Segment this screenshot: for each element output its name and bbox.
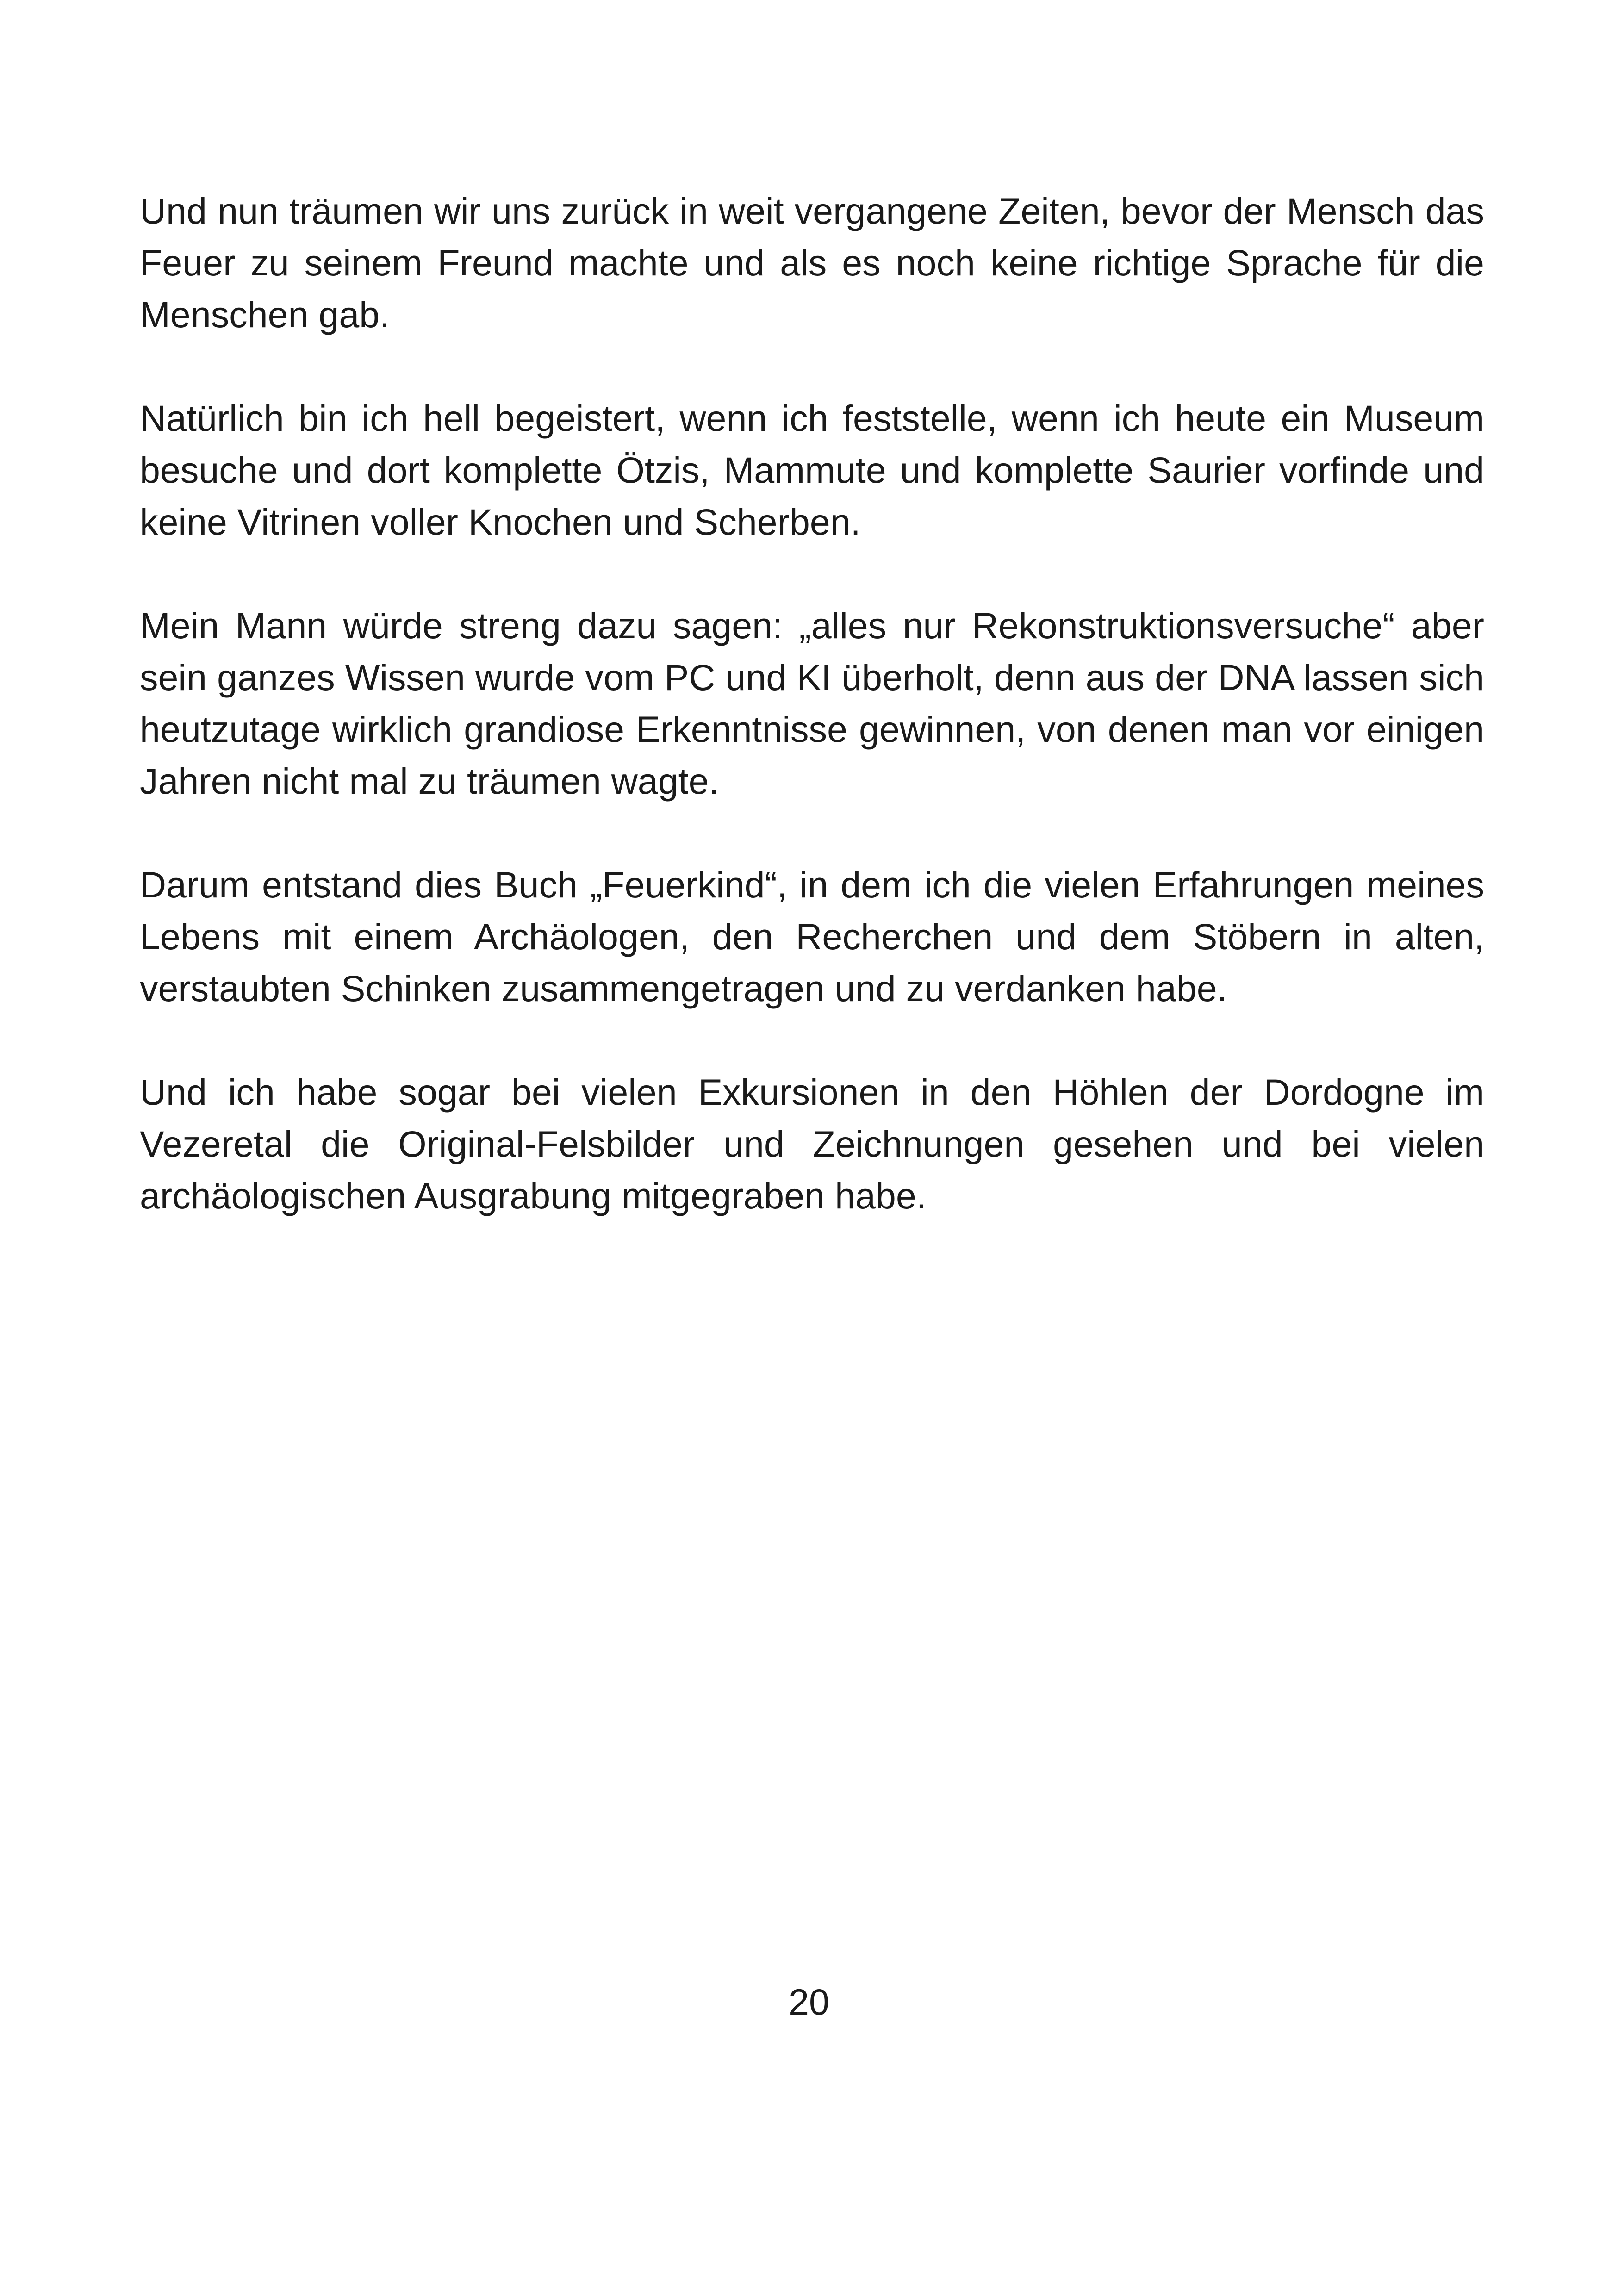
body-text bbox=[140, 185, 1484, 1222]
paragraph-4: Darum entstand dies Buch „Feuerkind“, in dem ich die vielen Erfahrungen meines Lebens mit einem Archäologen, den Recherchen und dem Stöbern in alten, verstaubten Schinken zusammengetragen und zu verdanken habe. bbox=[140, 864, 1484, 1009]
paragraph-1: Und nun träumen wir uns zurück in weit vergangene Zeiten, bevor der Mensch das Feuer zu seinem Freund machte und als es noch keine richtige Sprache für die Menschen gab. bbox=[140, 190, 1484, 335]
page-number: 20 bbox=[789, 1981, 829, 2022]
paragraph-5: Und ich habe sogar bei vielen Exkursionen in den Höhlen der Dordogne im Vezeretal die Original-Felsbilder und Zeichnungen gesehen und bei vielen archäologischen Ausgrabung mitgegraben habe. bbox=[140, 1071, 1484, 1216]
paragraph-2: Natürlich bin ich hell begeistert, wenn ich feststelle, wenn ich heute ein Museum besuche und dort komplette Ötzis, Mammute und komplette Saurier vorfinde und keine Vitrinen voller Knochen und Scherben. bbox=[140, 398, 1484, 542]
paragraph-3: Mein Mann würde streng dazu sagen: „alles nur Rekonstruktionsversuche“ aber sein ganzes Wissen wurde vom PC und KI überholt, denn aus der DNA lassen sich heutzutage wirklich grandiose Erkenntnisse gewinnen, von denen man vor einigen Jahren nicht mal zu träumen wagte. bbox=[140, 605, 1484, 802]
